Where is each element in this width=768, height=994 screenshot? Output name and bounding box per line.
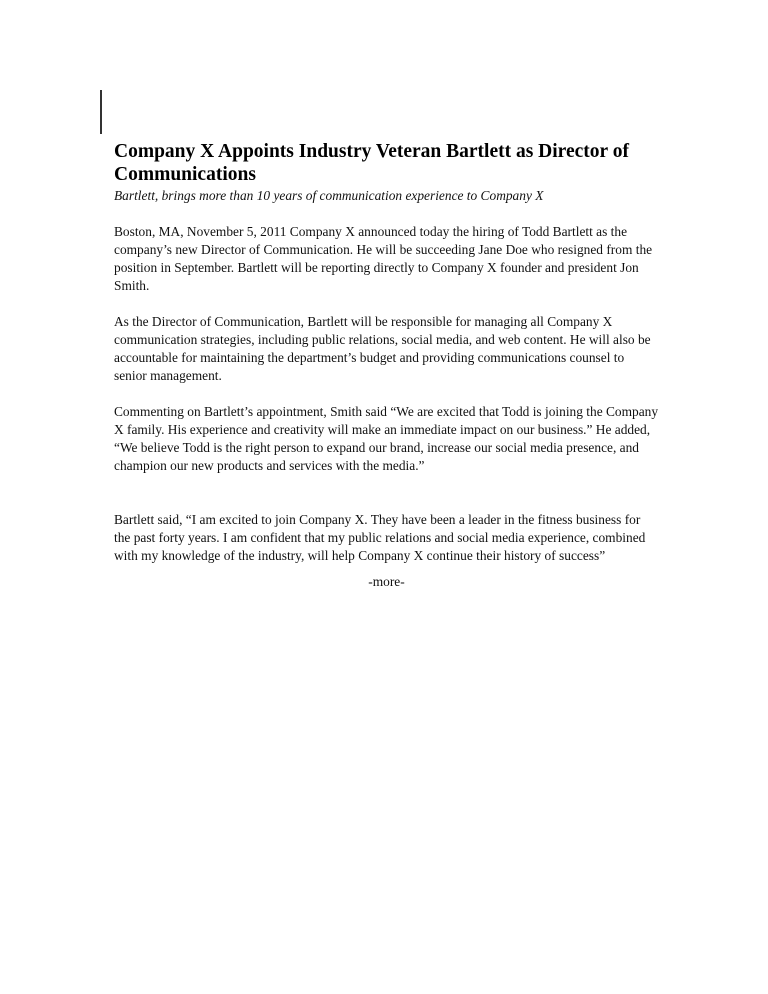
paragraph-bartlett-quote: Bartlett said, “I am excited to join Company X. They have been a leader in the fitness business for the past forty years. I am confident that my public relations and social media experience, combined with my knowledge of the industry, will help Company X continue their history of success”	[114, 512, 646, 563]
subheadline: Bartlett, brings more than 10 years of communication experience to Company X	[114, 188, 544, 203]
paragraph-smith-quote: Commenting on Bartlett’s appointment, Smith said “We are excited that Todd is joining the Company X family. His experience and creativity will make an immediate impact on our business.” He added, “We believe Todd is the right person to expand our brand, increase our social media presence, and champion our new products and services with the media.”	[114, 404, 659, 473]
paragraph-responsibilities: As the Director of Communication, Bartlett will be responsible for managing all Company X communication strategies, including public relations, social media, and web content. He will also be accountable for maintaining the department’s budget and providing communications counsel to senior management.	[114, 314, 651, 383]
paragraph-announcement: Boston, MA, November 5, 2011 Company X announced today the hiring of Todd Bartlett as the company’s new Director of Communication. He will be succeeding Jane Doe who resigned from the position in September. Bartlett will be reporting directly to Company X founder and president Jon Smith.	[114, 224, 653, 293]
press-release-body	[114, 140, 659, 591]
text-cursor-mark	[100, 90, 102, 134]
headline: Company X Appoints Industry Veteran Bartlett as Director of Communications	[114, 141, 629, 185]
more-marker: -more-	[368, 574, 405, 589]
